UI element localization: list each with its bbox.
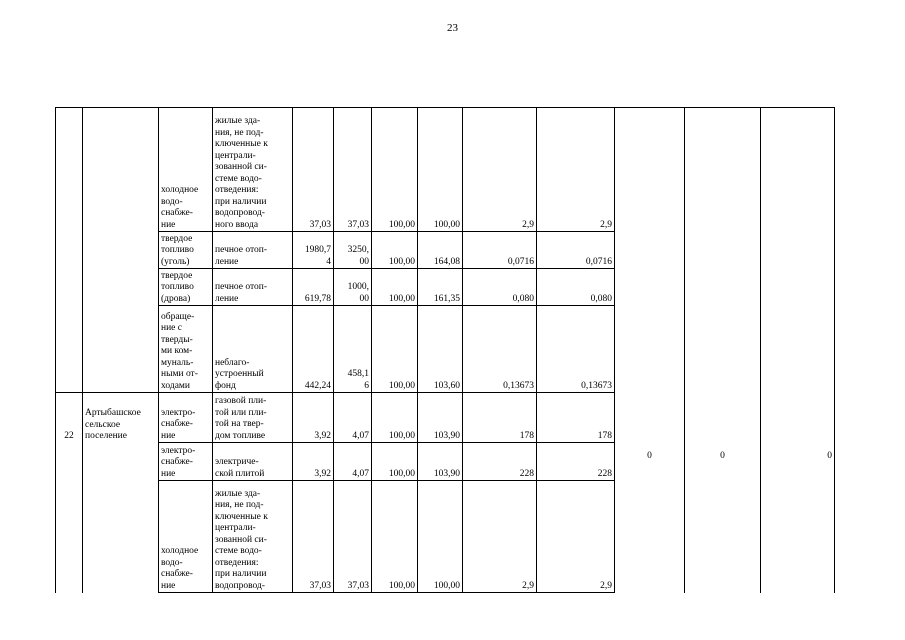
value-cell: 1000, 00 <box>334 269 372 306</box>
value-cell: 161,35 <box>418 269 463 306</box>
value-cell: 100,00 <box>372 443 418 481</box>
value-cell: 100,00 <box>372 481 418 593</box>
value-cell: 164,08 <box>418 232 463 269</box>
category-cell: жилые зда- ния, не под- ключенные к централи- зованной си- стеме водо- отведения: при наличии водопровод- <box>213 481 293 593</box>
value-cell: 37,03 <box>293 481 334 593</box>
value-cell: 0,0716 <box>537 232 615 269</box>
value-cell: 458,1 6 <box>334 306 372 393</box>
resource-cell: электро- снабже- ние <box>159 443 213 481</box>
value-cell: 3,92 <box>293 393 334 443</box>
value-cell: 0,13673 <box>537 306 615 393</box>
value-cell: 100,00 <box>372 393 418 443</box>
resource-cell: холодное водо- снабже- ние <box>159 481 213 593</box>
category-cell: печное отоп- ление <box>213 269 293 306</box>
value-cell: 100,00 <box>372 269 418 306</box>
value-cell: 228 <box>463 443 537 481</box>
table-row <box>56 443 835 481</box>
value-cell: 2,9 <box>537 108 615 232</box>
value-cell: 0,080 <box>537 269 615 306</box>
value-cell: 178 <box>537 393 615 443</box>
value-cell: 0,13673 <box>463 306 537 393</box>
value-cell: 2,9 <box>463 108 537 232</box>
extra-value: 0 <box>615 443 685 481</box>
category-cell: жилые зда- ния, не под- ключенные к централи- зованной си- стеме водо- отведения: при наличии водопровод- ного ввода <box>213 108 293 232</box>
table-row <box>56 393 835 443</box>
extra-value: 0 <box>761 443 835 481</box>
tariff-table <box>55 107 835 593</box>
value-cell: 100,00 <box>372 306 418 393</box>
resource-cell: обраще- ние с тверды- ми ком- муналь- ными от- ходами <box>159 306 213 393</box>
value-cell: 1980,7 4 <box>293 232 334 269</box>
resource-cell: твердое топливо (дрова) <box>159 269 213 306</box>
category-cell: печное отоп- ление <box>213 232 293 269</box>
value-cell: 619,78 <box>293 269 334 306</box>
settlement-name: Артыбашское сельское поселение <box>83 393 159 443</box>
table-row <box>56 232 835 269</box>
resource-cell: электро- снабже- ние <box>159 393 213 443</box>
value-cell: 0,0716 <box>463 232 537 269</box>
value-cell: 103,90 <box>418 393 463 443</box>
table-row <box>56 108 835 232</box>
value-cell: 100,00 <box>418 481 463 593</box>
value-cell: 100,00 <box>372 108 418 232</box>
value-cell: 0,080 <box>463 269 537 306</box>
value-cell: 100,00 <box>418 108 463 232</box>
value-cell: 178 <box>463 393 537 443</box>
resource-cell: холодное водо- снабже- ние <box>159 108 213 232</box>
value-cell: 37,03 <box>334 108 372 232</box>
table-row <box>56 269 835 306</box>
value-cell: 228 <box>537 443 615 481</box>
table-row <box>56 481 835 593</box>
value-cell: 4,07 <box>334 393 372 443</box>
value-cell: 37,03 <box>293 108 334 232</box>
row-number: 22 <box>56 393 83 443</box>
value-cell: 4,07 <box>334 443 372 481</box>
page-number: 23 <box>447 22 458 34</box>
extra-value: 0 <box>685 443 761 481</box>
category-cell: неблаго- устроенный фонд <box>213 306 293 393</box>
value-cell: 3250, 00 <box>334 232 372 269</box>
value-cell: 103,90 <box>418 443 463 481</box>
value-cell: 100,00 <box>372 232 418 269</box>
value-cell: 37,03 <box>334 481 372 593</box>
category-cell: электриче- ской плитой <box>213 443 293 481</box>
resource-cell: твердое топливо (уголь) <box>159 232 213 269</box>
value-cell: 2,9 <box>463 481 537 593</box>
table-row <box>56 306 835 393</box>
value-cell: 103,60 <box>418 306 463 393</box>
value-cell: 3,92 <box>293 443 334 481</box>
value-cell: 442,24 <box>293 306 334 393</box>
category-cell: газовой пли- той или пли- той на твер- дом топливе <box>213 393 293 443</box>
value-cell: 2,9 <box>537 481 615 593</box>
